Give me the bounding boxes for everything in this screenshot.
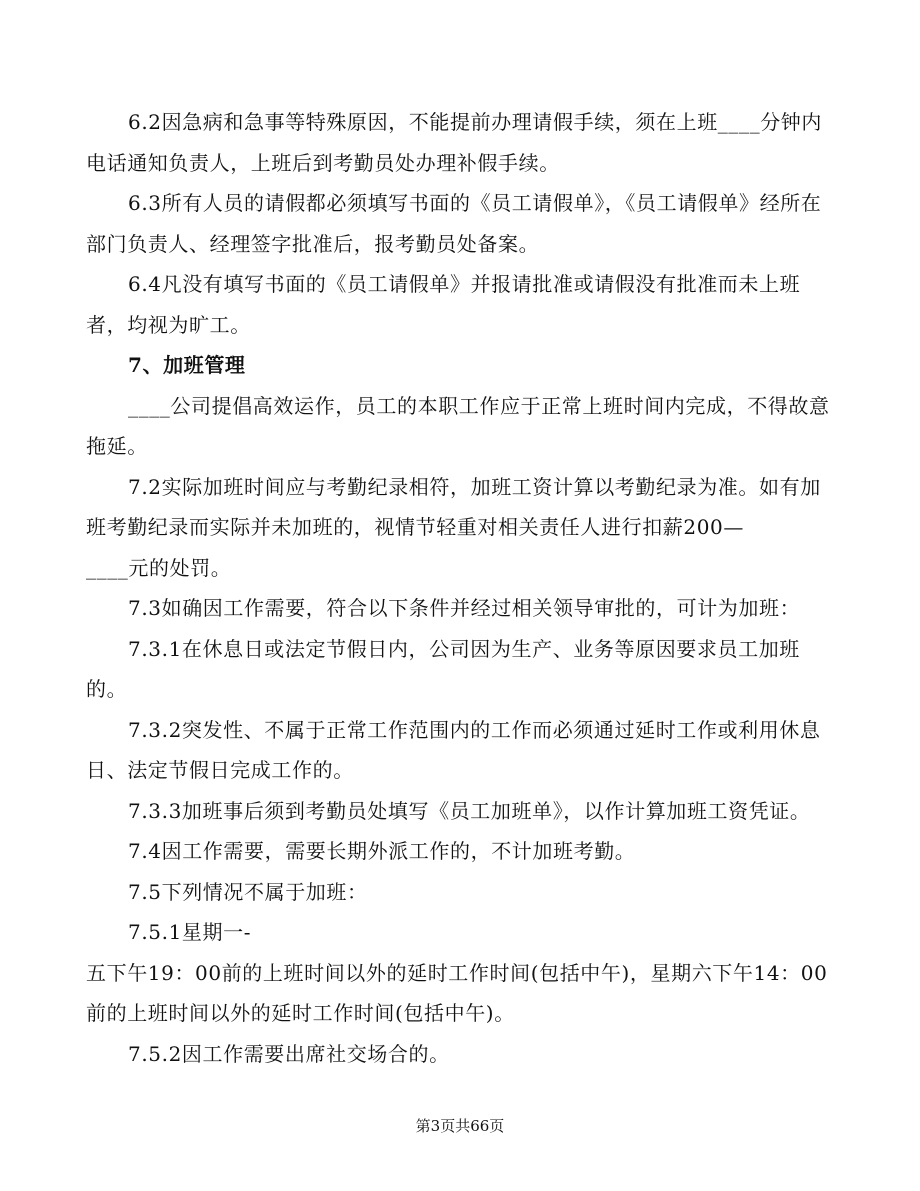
paragraph-7-5: 7.5下列情况不属于加班： [128, 879, 368, 904]
paragraph-6-4: 6.4凡没有填写书面的《员工请假单》并报请批准或请假没有批准而未上班者，均视为旷工。 [86, 272, 801, 337]
paragraph-7-3-2: 7.3.2突发性、不属于正常工作范围内的工作而必须通过延时工作或利用休息日、法定节假日完成工作的。 [86, 717, 821, 782]
paragraph-7-2-continued: ____元的处罚。 [86, 555, 232, 580]
paragraph-7-5-2: 7.5.2因工作需要出席社交场合的。 [128, 1041, 450, 1066]
paragraph-7-4: 7.4因工作需要，需要长期外派工作的，不计加班考勤。 [128, 839, 636, 863]
paragraph-6-2: 6.2因急病和急事等特殊原因，不能提前办理请假手续，须在上班____分钟内电话通知负责人，上班后到考勤员处办理补假手续。 [86, 110, 823, 175]
paragraph-7-5-1: 7.5.1星期一- [128, 920, 252, 944]
paragraph-7-5-1-continued: 五下午19：00前的上班时间以外的延时工作时间(包括中午)，星期六下午14：00前的上班时间以外的延时工作时间(包括中午)。 [86, 960, 828, 1025]
paragraph-7-3: 7.3如确因工作需要，符合以下条件并经过相关领导审批的，可计为加班： [128, 596, 801, 620]
document-body [86, 102, 836, 1074]
section-heading-7: 7、加班管理 [128, 353, 246, 377]
paragraph-7-3-1: 7.3.1在休息日或法定节假日内，公司因为生产、业务等原因要求员工加班的。 [86, 636, 800, 701]
paragraph-7-3-3: 7.3.3加班事后须到考勤员处填写《员工加班单》，以作计算加班工资凭证。 [128, 798, 811, 823]
page-number-footer: 第3页共66页 [415, 1117, 505, 1135]
paragraph-7-2: 7.2实际加班时间应与考勤纪录相符，加班工资计算以考勤纪录为准。如有加班考勤纪录而实际并未加班的，视情节轻重对相关责任人进行扣薪200— [86, 474, 821, 539]
paragraph-7-1: ____公司提倡高效运作，员工的本职工作应于正常上班时间内完成，不得故意拖延。 [86, 393, 830, 458]
paragraph-6-3: 6.3所有人员的请假都必须填写书面的《员工请假单》，《员工请假单》经所在部门负责人、经理签字批准后，报考勤员处备案。 [86, 191, 822, 256]
